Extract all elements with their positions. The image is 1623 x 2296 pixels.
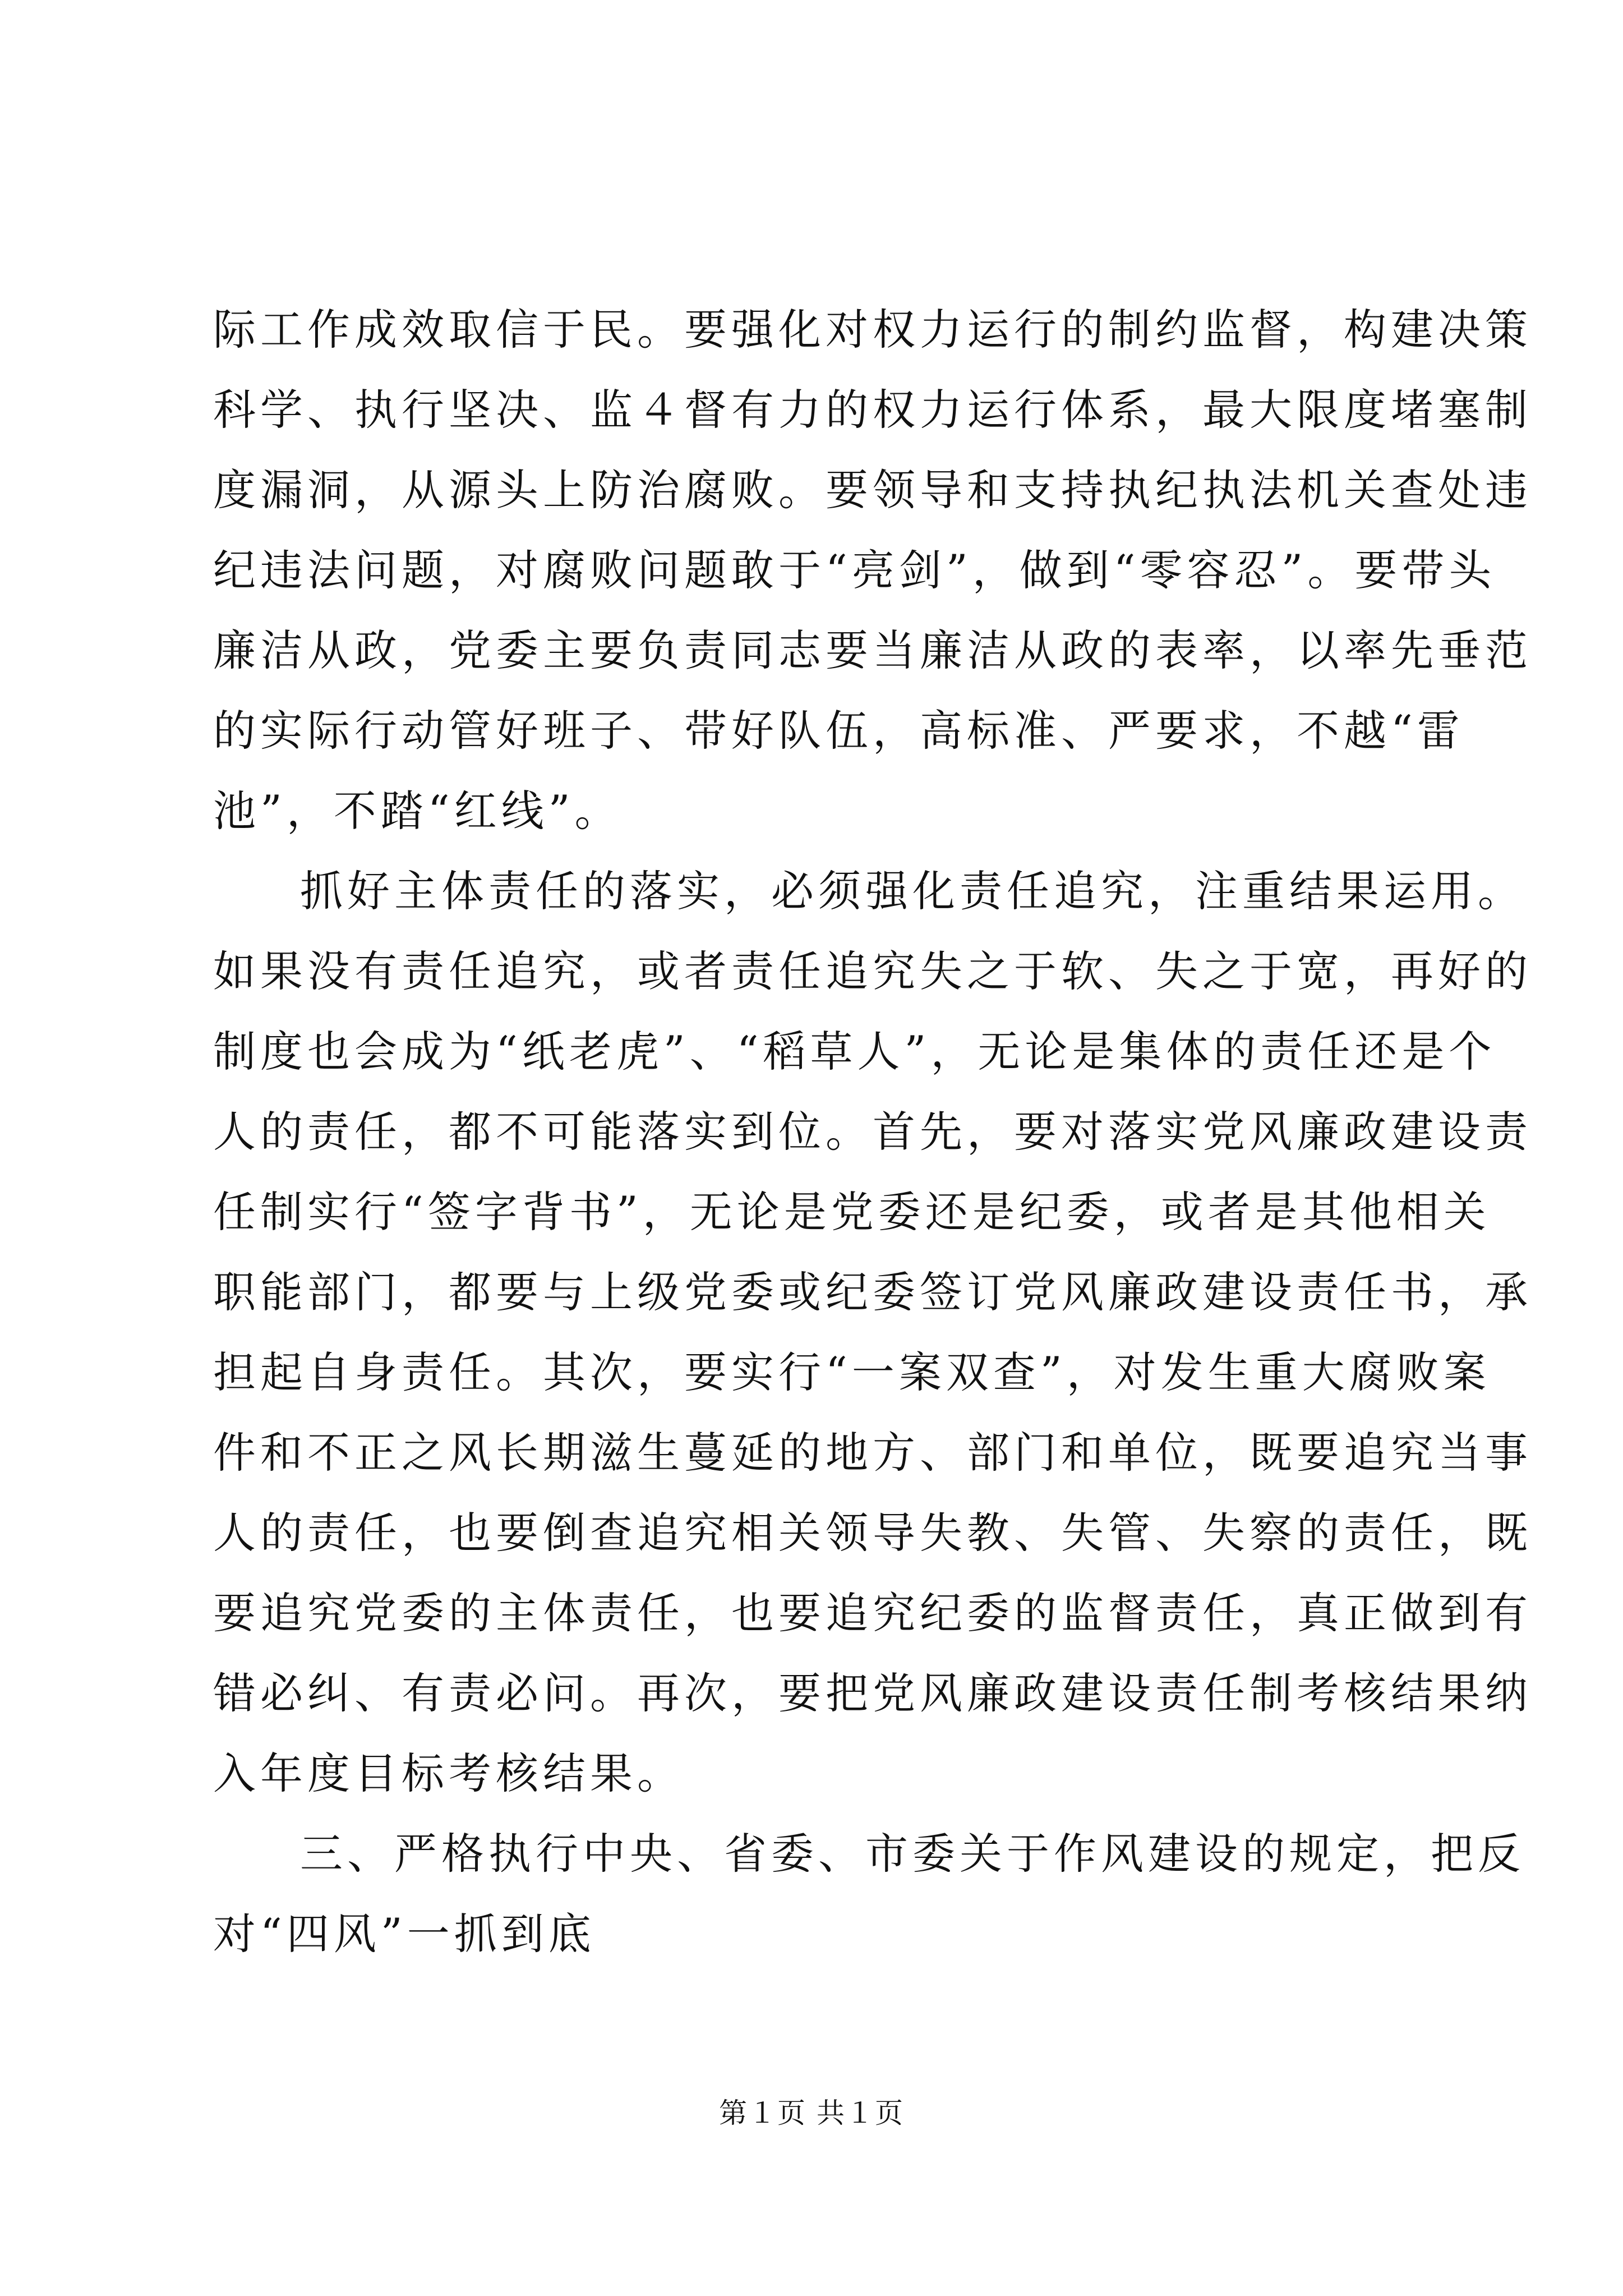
paragraph-line: 纪违法问题，对腐败问题敢于“亮剑”，做到“零容忍”。要带头 [213,545,1496,595]
paragraph-line: 人的责任，都不可能落实到位。首先，要对落实党风廉政建设责 [213,1107,1532,1157]
paragraph-line: 的实际行动管好班子、带好队伍，高标准、严要求，不越“雷 [213,706,1464,756]
paragraph-line: 如果没有责任追究，或者责任追究失之于软、失之于宽，再好的 [213,946,1532,996]
paragraph-line: 件和不正之风长期滋生蔓延的地方、部门和单位，既要追究当事 [213,1428,1532,1478]
paragraph-line: 入年度目标考核结果。 [213,1749,684,1798]
paragraph-line: 际工作成效取信于民。要强化对权力运行的制约监督，构建决策 [213,305,1532,355]
paragraph-line: 错必纠、有责必问。再次，要把党风廉政建设责任制考核结果纳 [213,1668,1532,1718]
paragraph-line: 担起自身责任。其次，要实行“一案双查”，对发生重大腐败案 [213,1347,1491,1397]
paragraph-line: 要追究党委的主体责任，也要追究纪委的监督责任，真正做到有 [213,1588,1532,1638]
paragraph-line: 抓好主体责任的落实，必须强化责任追究，注重结果运用。 [300,866,1525,916]
paragraph-line: 廉洁从政，党委主要负责同志要当廉洁从政的表率，以率先垂范 [213,625,1532,675]
paragraph-line: 池”，不踏“红线”。 [213,786,622,836]
paragraph-line: 职能部门，都要与上级党委或纪委签订党风廉政建设责任书，承 [213,1267,1532,1317]
paragraph-line: 科学、执行坚决、监４督有力的权力运行体系，最大限度堵塞制 [213,385,1532,435]
paragraph-line: 人的责任，也要倒查追究相关领导失教、失管、失察的责任，既 [213,1508,1532,1558]
paragraph-line: 度漏洞，从源头上防治腐败。要领导和支持执纪执法机关查处违 [213,465,1532,515]
page-footer: 第１页 共１页 [719,2097,904,2129]
paragraph-line: 任制实行“签字背书”，无论是党委还是纪委，或者是其他相关 [213,1187,1491,1237]
paragraph-line: 制度也会成为“纸老虎”、“稻草人”，无论是集体的责任还是个 [213,1027,1496,1076]
section-heading-line: 对“四风”一抓到底 [213,1909,596,1959]
section-heading-line: 三、严格执行中央、省委、市委关于作风建设的规定，把反 [300,1829,1525,1879]
